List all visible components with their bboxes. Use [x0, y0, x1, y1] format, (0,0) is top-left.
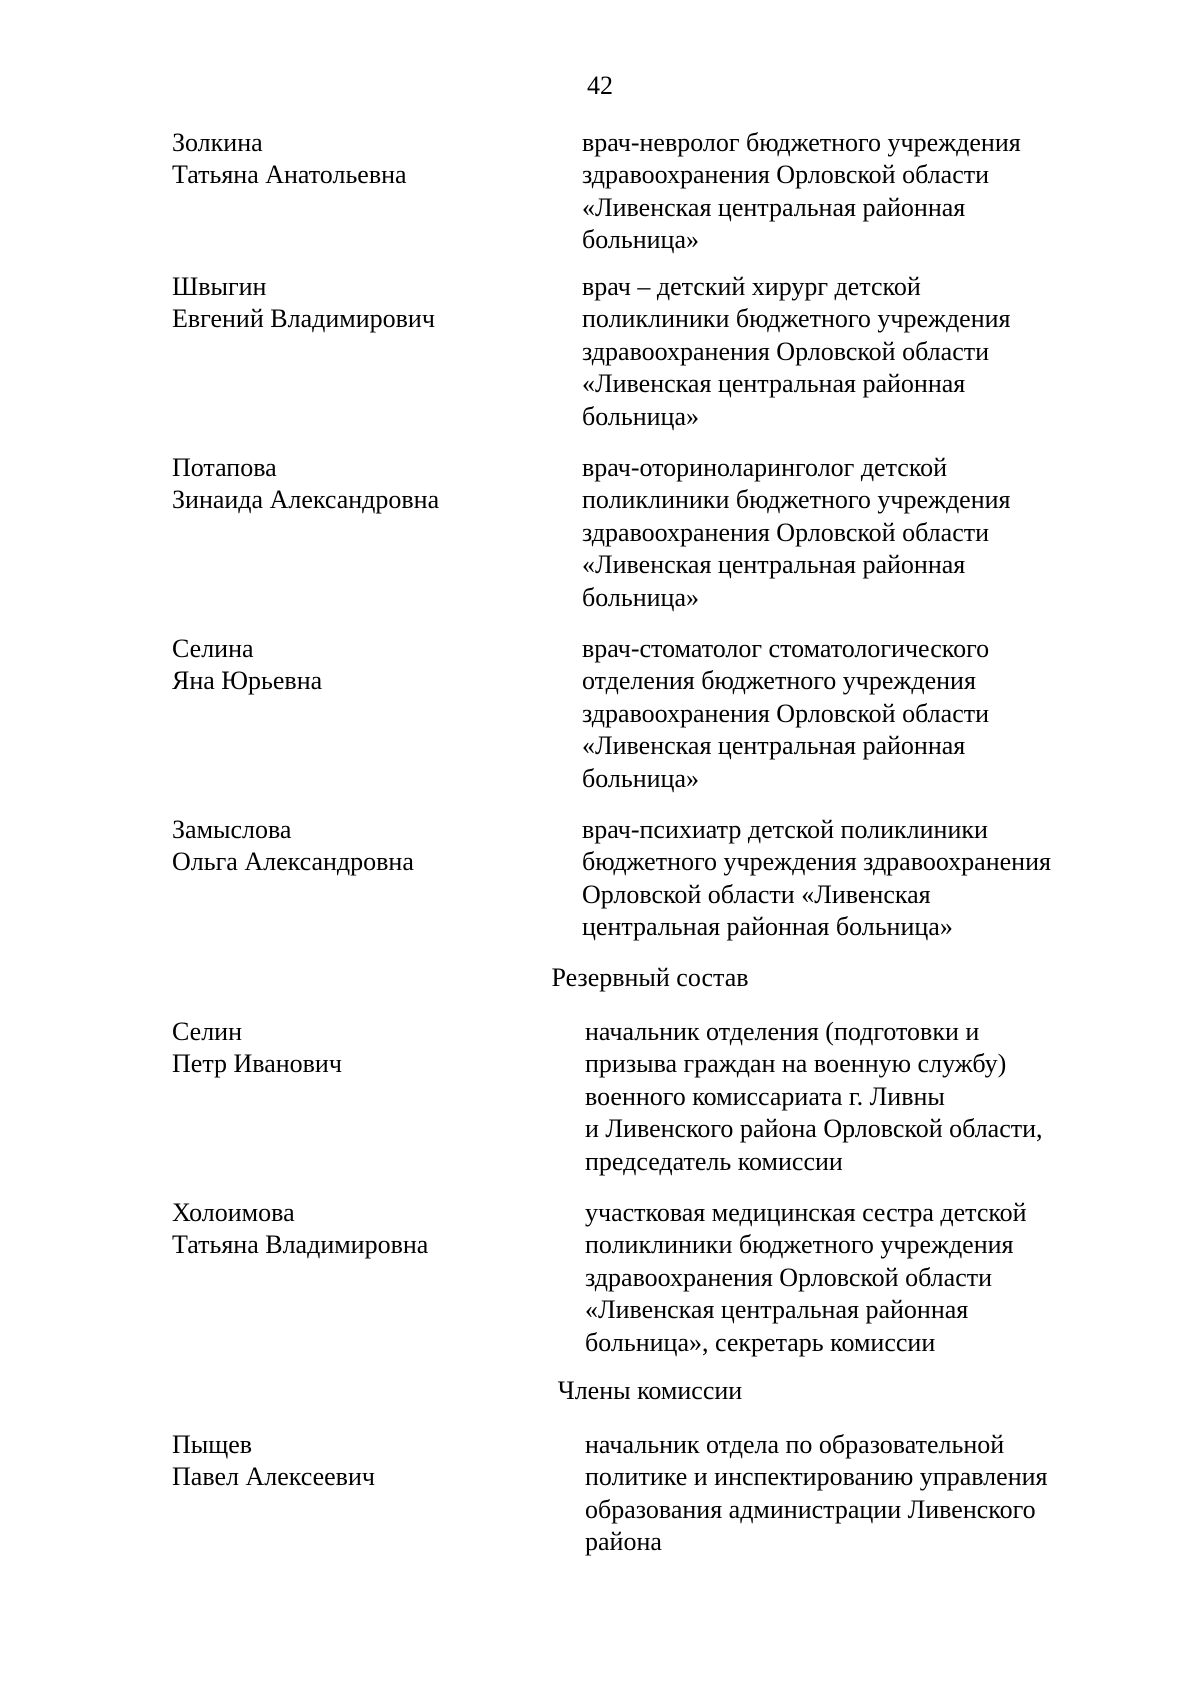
role-line: врач-оториноларинголог детской	[582, 453, 948, 482]
surname: Селина	[172, 634, 254, 663]
surname: Швыгин	[172, 272, 267, 301]
person-name	[172, 1016, 552, 1081]
role-line: врач-стоматолог стоматологического	[582, 634, 990, 663]
position-description	[585, 1197, 1145, 1359]
role-line: поликлиники бюджетного учреждения	[582, 485, 1011, 515]
given-names: Татьяна Анатольевна	[172, 160, 407, 190]
role-line: поликлиники бюджетного учреждения	[585, 1230, 1014, 1260]
role-line: «Ливенская центральная районная	[582, 550, 966, 580]
role-line: призыва граждан на военную службу)	[585, 1049, 1007, 1079]
surname: Золкина	[172, 128, 263, 157]
page-number: 42	[587, 71, 613, 100]
role-line: района	[585, 1527, 662, 1557]
surname: Холоимова	[172, 1198, 295, 1227]
given-names: Зинаида Александровна	[172, 485, 440, 515]
role-line: больница»	[582, 763, 699, 793]
role-line: политике и инспектированию управления	[585, 1462, 1048, 1492]
position-description	[582, 271, 1142, 433]
role-line: больница»	[582, 225, 699, 255]
role-line: здравоохранения Орловской области	[585, 1262, 993, 1292]
role-line: председатель комиссии	[585, 1146, 843, 1176]
role-line: здравоохранения Орловской области	[582, 336, 990, 366]
role-line: здравоохранения Орловской области	[582, 698, 990, 728]
role-line: врач – детский хирург детской	[582, 272, 921, 301]
section-heading-members: Члены комиссии	[557, 1376, 743, 1405]
role-line: отделения бюджетного учреждения	[582, 666, 976, 696]
role-line: врач-психиатр детской поликлиники	[582, 815, 988, 844]
role-line: образования администрации Ливенского	[585, 1494, 1036, 1524]
given-names: Татьяна Владимировна	[172, 1230, 429, 1260]
section-heading-reserve: Резервный состав	[551, 963, 749, 992]
given-names: Ольга Александровна	[172, 847, 414, 877]
role-line: больница»	[582, 401, 699, 431]
surname: Потапова	[172, 453, 277, 482]
given-names: Евгений Владимирович	[172, 304, 435, 334]
person-name	[172, 633, 552, 698]
role-line: больница», секретарь комиссии	[585, 1327, 936, 1357]
role-line: больница»	[582, 582, 699, 612]
position-description	[585, 1016, 1145, 1178]
position-description	[582, 452, 1142, 614]
role-line: «Ливенская центральная районная	[585, 1295, 969, 1325]
given-names: Павел Алексеевич	[172, 1462, 375, 1492]
role-line: «Ливенская центральная районная	[582, 731, 966, 761]
role-line: центральная районная больница»	[582, 912, 953, 942]
person-name	[172, 1429, 552, 1494]
role-line: здравоохранения Орловской области	[582, 160, 990, 190]
role-line: начальник отделения (подготовки и	[585, 1017, 980, 1046]
role-line: военного комиссариата г. Ливны	[585, 1081, 945, 1111]
surname: Селин	[172, 1017, 243, 1046]
position-description	[582, 814, 1142, 944]
role-line: участковая медицинская сестра детской	[585, 1198, 1027, 1227]
position-description	[582, 633, 1142, 795]
given-names: Яна Юрьевна	[172, 666, 323, 696]
role-line: «Ливенская центральная районная	[582, 192, 966, 222]
role-line: Орловской области «Ливенская	[582, 879, 931, 909]
person-name	[172, 814, 552, 879]
role-line: здравоохранения Орловской области	[582, 517, 990, 547]
person-name	[172, 452, 552, 517]
person-name	[172, 127, 552, 192]
surname: Замыслова	[172, 815, 292, 844]
role-line: поликлиники бюджетного учреждения	[582, 304, 1011, 334]
given-names: Петр Иванович	[172, 1049, 342, 1079]
position-description	[585, 1429, 1145, 1559]
person-name	[172, 1197, 552, 1262]
role-line: бюджетного учреждения здравоохранения	[582, 847, 1051, 877]
role-line: врач-невролог бюджетного учреждения	[582, 128, 1021, 157]
person-name	[172, 271, 552, 336]
role-line: и Ливенского района Орловской области,	[585, 1114, 1043, 1144]
role-line: начальник отдела по образовательной	[585, 1430, 1005, 1459]
position-description	[582, 127, 1142, 257]
surname: Пыщев	[172, 1430, 253, 1459]
role-line: «Ливенская центральная районная	[582, 369, 966, 399]
